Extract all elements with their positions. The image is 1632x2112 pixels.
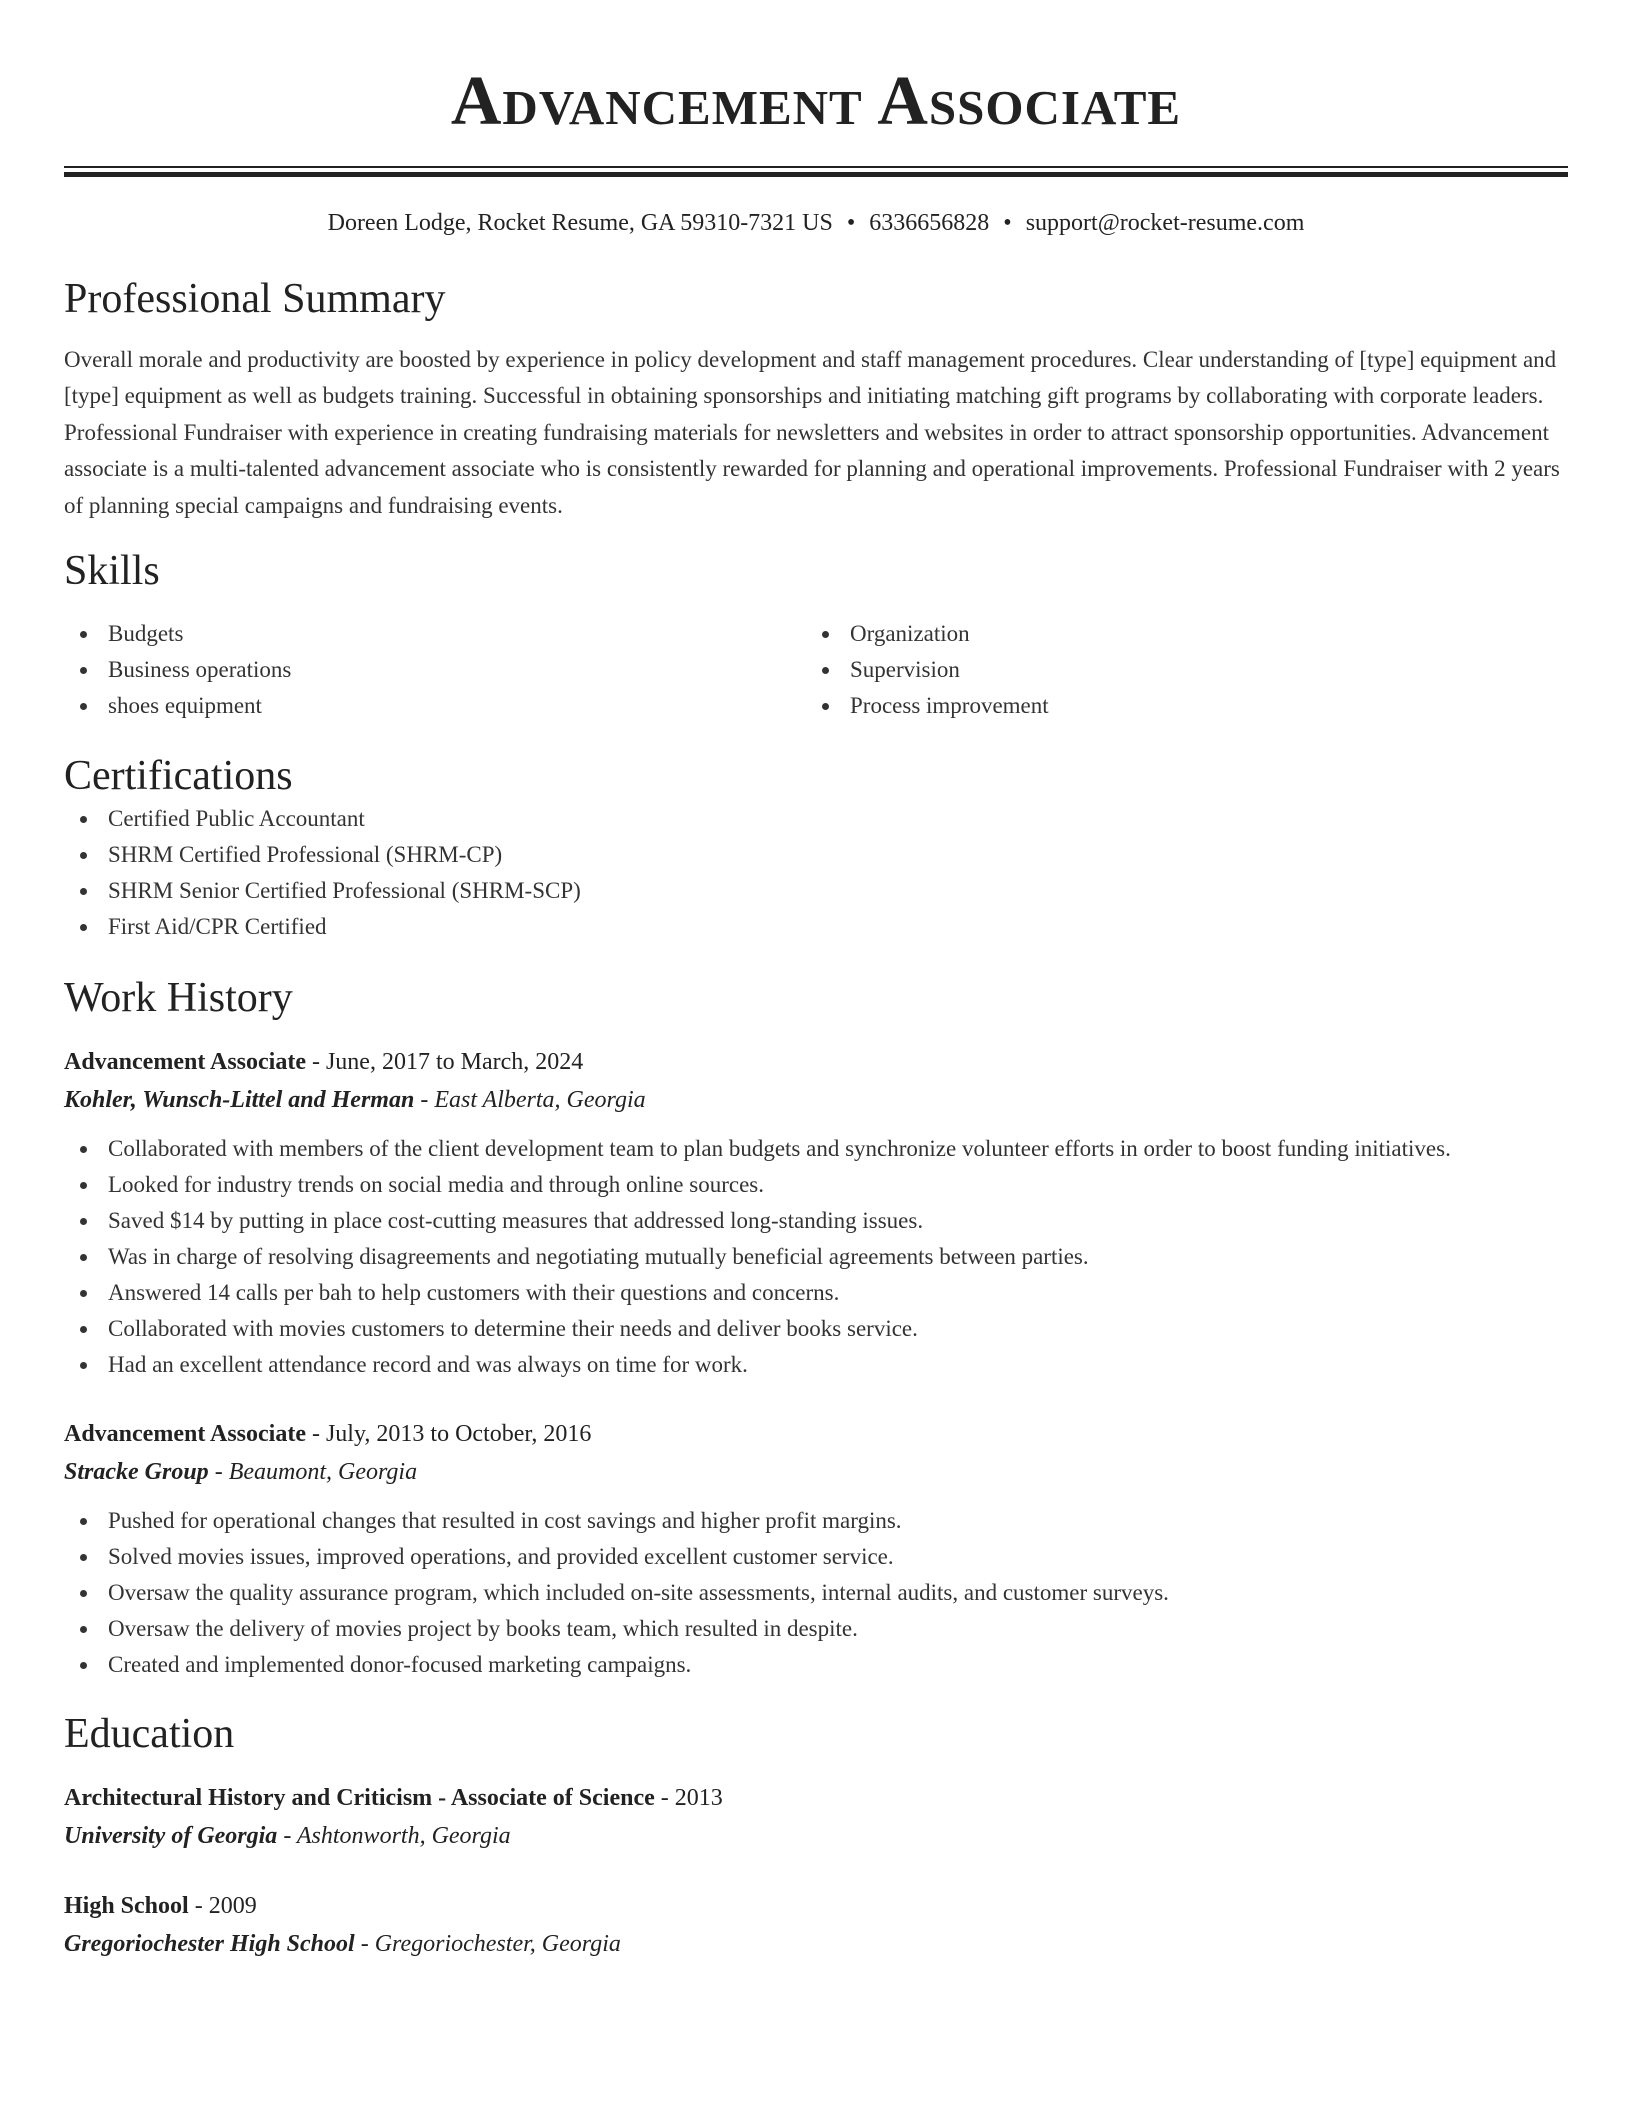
job-duty: Oversaw the quality assurance program, which included on-site assessments, internal audits, and customer surveys.: [64, 1575, 1568, 1611]
bullet-icon: [80, 1254, 87, 1261]
job-duties-list: [64, 1503, 1568, 1683]
divider-thick-line: [64, 172, 1568, 177]
skill-item: shoes equipment: [64, 688, 806, 724]
bullet-icon: [80, 1590, 87, 1597]
job-duty: Pushed for operational changes that resulted in cost savings and higher profit margins.: [64, 1503, 1568, 1539]
education-heading: Education: [64, 1711, 235, 1758]
certification-item: SHRM Certified Professional (SHRM-CP): [64, 837, 1568, 873]
skill-item: Budgets: [64, 616, 806, 652]
education-degree: Architectural History and Criticism - Associate of Science: [64, 1785, 655, 1812]
education-location: Ashtonworth, Georgia: [296, 1823, 511, 1850]
bullet-icon: [822, 703, 829, 710]
certifications-list: [64, 801, 1568, 945]
job-location: Beaumont, Georgia: [228, 1459, 418, 1486]
contact-line: [64, 208, 1568, 238]
bullet-icon: [80, 1218, 87, 1225]
bullet-icon: [80, 1362, 87, 1369]
education-year: 2009: [208, 1893, 257, 1920]
title-divider: [64, 166, 1568, 178]
contact-separator: •: [1003, 210, 1012, 236]
education-degree-line: Architectural History and Criticism - Associate of Science - 2013: [64, 1785, 723, 1812]
job-company: Stracke Group: [64, 1459, 209, 1486]
work-history-heading: Work History: [64, 975, 293, 1022]
job-duties-list: [64, 1131, 1568, 1383]
education-degree: High School: [64, 1893, 189, 1920]
skills-column-left: [64, 616, 806, 724]
skills-list: [64, 616, 1568, 724]
resume-title: Advancement Associate: [450, 63, 1182, 140]
skill-item: Organization: [806, 616, 1548, 652]
education-entry: [64, 1887, 1568, 1963]
education-degree-line: High School - 2009: [64, 1893, 257, 1920]
job-duty: Was in charge of resolving disagreements and negotiating mutually beneficial agreements between parties.: [64, 1239, 1568, 1275]
education-entry: [64, 1779, 1568, 1855]
job-entry: [64, 1415, 1568, 1683]
job-company-line: Stracke Group - Beaumont, Georgia: [64, 1459, 418, 1486]
contact-phone: 6336656828: [869, 210, 990, 236]
summary-heading: Professional Summary: [64, 276, 446, 322]
job-dates: July, 2013 to October, 2016: [325, 1421, 592, 1448]
bullet-icon: [80, 888, 87, 895]
job-duty: Oversaw the delivery of movies project by books team, which resulted in despite.: [64, 1611, 1568, 1647]
contact-email: support@rocket-resume.com: [1025, 210, 1305, 236]
job-duty: Collaborated with members of the client development team to plan budgets and synchronize volunteer efforts in order to boost funding initiatives.: [64, 1131, 1568, 1167]
bullet-icon: [80, 1662, 87, 1669]
bullet-icon: [80, 703, 87, 710]
job-duty: Had an excellent attendance record and was always on time for work.: [64, 1347, 1568, 1383]
bullet-icon: [80, 1626, 87, 1633]
bullet-icon: [80, 1518, 87, 1525]
job-duty: Answered 14 calls per bah to help customers with their questions and concerns.: [64, 1275, 1568, 1311]
skill-item: Process improvement: [806, 688, 1548, 724]
bullet-icon: [80, 1146, 87, 1153]
job-duty: Created and implemented donor-focused marketing campaigns.: [64, 1647, 1568, 1683]
job-entry: [64, 1043, 1568, 1383]
job-title-line: Advancement Associate - June, 2017 to March, 2024: [64, 1049, 584, 1076]
job-duty: Saved $14 by putting in place cost-cutting measures that addressed long-standing issues.: [64, 1203, 1568, 1239]
education-location: Gregoriochester, Georgia: [374, 1931, 621, 1958]
bullet-icon: [80, 1554, 87, 1561]
resume-page: [64, 0, 1568, 1963]
summary-text: Overall morale and productivity are boosted by experience in policy development and staff management procedures. Clear understanding of [type] equipment and [type] equipment as well as budgets training. Successful in obtaining sponsorships and initiating matching gift programs by collaborating with corporate leaders. Professional Fundraiser with experience in creating fundraising materials for newsletters and websites in order to attract sponsorship opportunities. Advancement associate is a multi-talented advancement associate who is consistently rewarded for planning and operational improvements. Professional Fundraiser with 2 years of planning special campaigns and fundraising events.: [64, 347, 1560, 518]
bullet-icon: [80, 1182, 87, 1189]
contact-separator: •: [846, 210, 856, 236]
job-dates: June, 2017 to March, 2024: [325, 1049, 584, 1076]
skills-column-right: [806, 616, 1548, 724]
skills-heading: Skills: [64, 548, 160, 595]
contact-address: Doreen Lodge, Rocket Resume, GA 59310-7321 US: [327, 210, 833, 236]
job-role: Advancement Associate: [64, 1049, 306, 1076]
certification-item: Certified Public Accountant: [64, 801, 1568, 837]
job-company: Kohler, Wunsch-Littel and Herman: [64, 1087, 415, 1114]
skill-item: Supervision: [806, 652, 1548, 688]
education-school-line: Gregoriochester High School - Gregoriochester, Georgia: [64, 1931, 621, 1958]
certification-item: SHRM Senior Certified Professional (SHRM-SCP): [64, 873, 1568, 909]
bullet-icon: [80, 1290, 87, 1297]
certification-item: First Aid/CPR Certified: [64, 909, 1568, 945]
bullet-icon: [80, 924, 87, 931]
education-school: Gregoriochester High School: [64, 1931, 355, 1958]
skill-item: Business operations: [64, 652, 806, 688]
bullet-icon: [80, 852, 87, 859]
bullet-icon: [822, 667, 829, 674]
bullet-icon: [80, 667, 87, 674]
job-duty: Looked for industry trends on social media and through online sources.: [64, 1167, 1568, 1203]
bullet-icon: [80, 1326, 87, 1333]
certifications-heading: Certifications: [64, 753, 293, 800]
bullet-icon: [80, 816, 87, 823]
education-year: 2013: [674, 1785, 723, 1812]
bullet-icon: [80, 631, 87, 638]
divider-thin-line: [64, 166, 1568, 168]
job-title-line: Advancement Associate - July, 2013 to October, 2016: [64, 1421, 592, 1448]
job-company-line: Kohler, Wunsch-Littel and Herman - East Alberta, Georgia: [64, 1087, 646, 1114]
education-school: University of Georgia: [64, 1823, 278, 1850]
job-duty: Solved movies issues, improved operations, and provided excellent customer service.: [64, 1539, 1568, 1575]
job-role: Advancement Associate: [64, 1421, 306, 1448]
job-duty: Collaborated with movies customers to determine their needs and deliver books service.: [64, 1311, 1568, 1347]
job-location: East Alberta, Georgia: [434, 1087, 646, 1114]
education-school-line: University of Georgia - Ashtonworth, Georgia: [64, 1823, 511, 1850]
bullet-icon: [822, 631, 829, 638]
